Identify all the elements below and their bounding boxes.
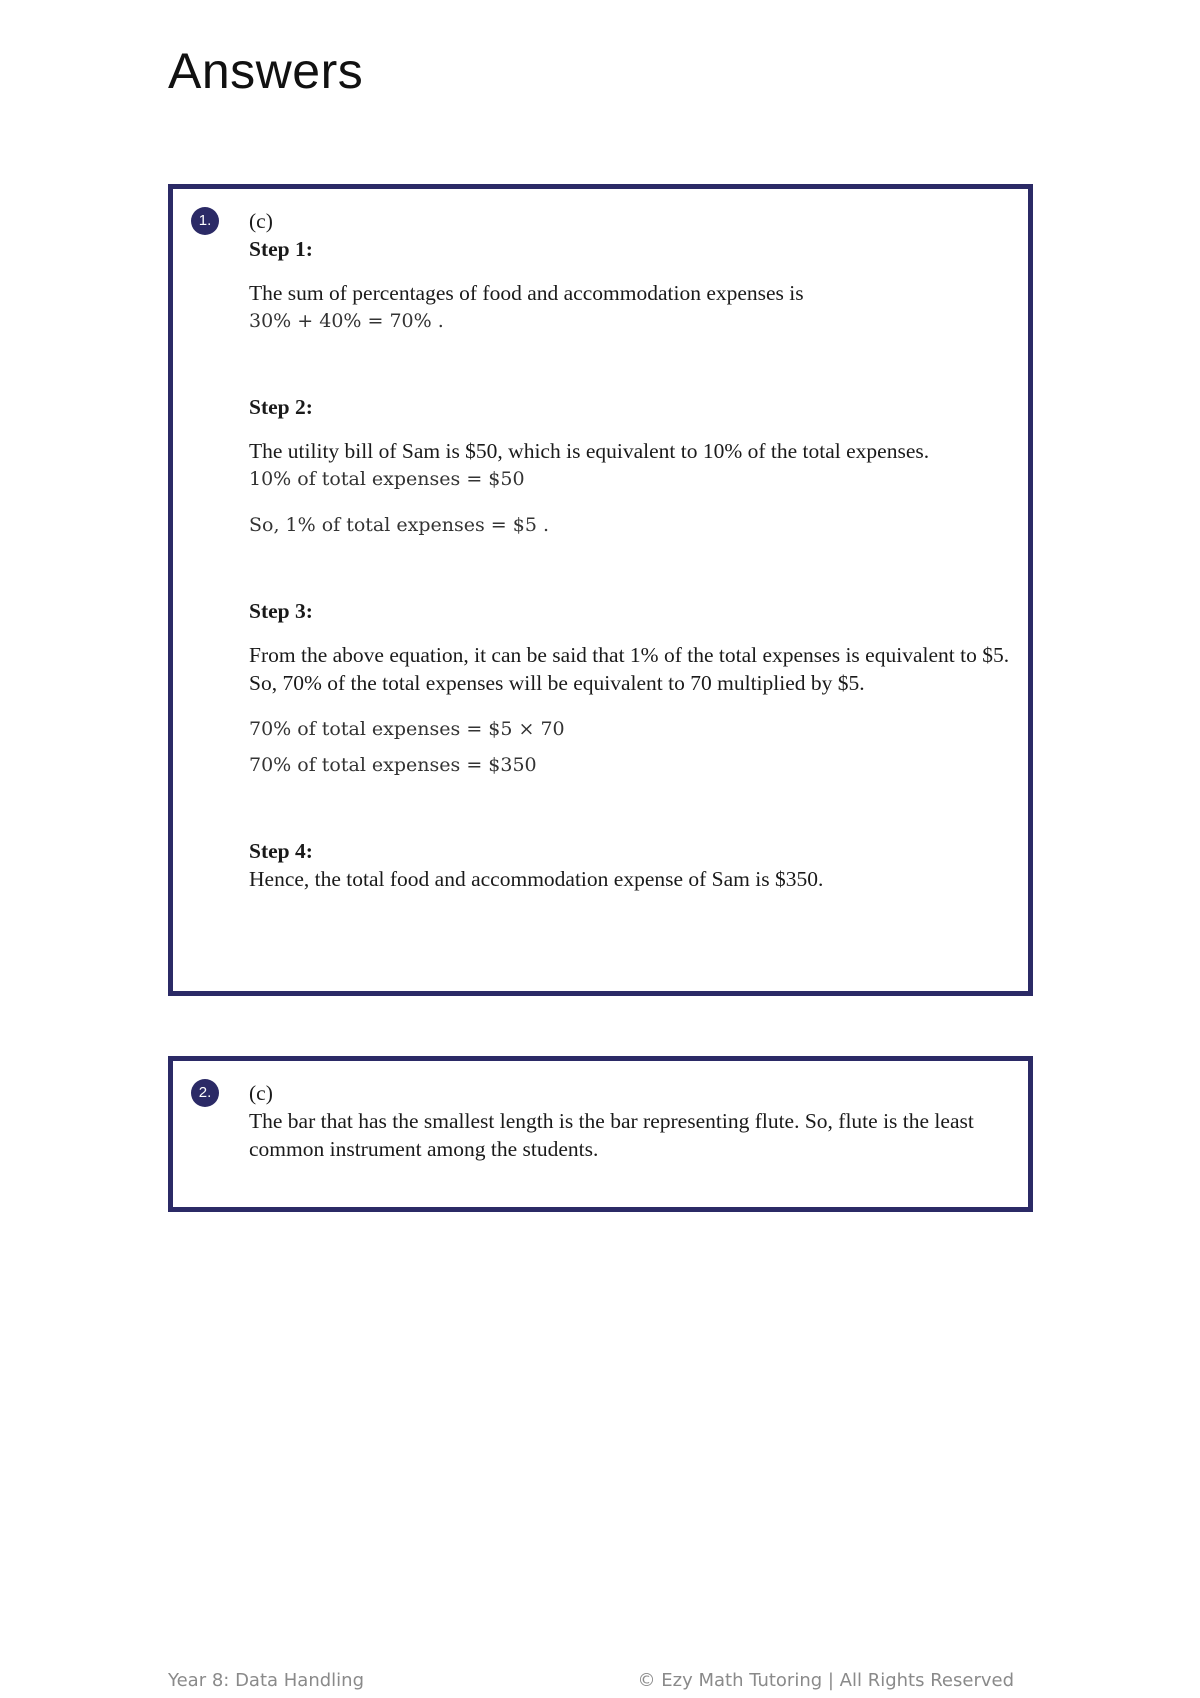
step-2-equation-2: So, 1% of total expenses = $5 .: [249, 514, 549, 536]
step-3-heading: Step 3:: [249, 599, 313, 623]
step-3-equation-2: 70% of total expenses = $350: [249, 754, 537, 776]
step-4-heading: Step 4:: [249, 839, 313, 863]
footer-copyright: © Ezy Math Tutoring | All Rights Reserved: [637, 1670, 1014, 1691]
answer-content: [249, 1079, 1012, 1163]
step-3-text: From the above equation, it can be said that 1% of the total expenses is equivalent to $5. So, 70% of the total expenses will be equivalent to 70 multiplied by $5.: [249, 643, 1010, 695]
answer-choice: (c): [249, 209, 273, 233]
answer-box-1: [168, 184, 1033, 996]
answer-choice: (c): [249, 1081, 273, 1105]
answer-explanation: The bar that has the smallest length is the bar representing flute. So, flute is the least common instrument among the students.: [249, 1109, 974, 1161]
step-4-text: Hence, the total food and accommodation expense of Sam is $350.: [249, 867, 824, 891]
step-1-heading: Step 1:: [249, 237, 313, 261]
step-2-heading: Step 2:: [249, 395, 313, 419]
page-title: Answers: [168, 43, 364, 99]
step-2-text: The utility bill of Sam is $50, which is equivalent to 10% of the total expenses.: [249, 439, 930, 463]
answer-box-2: [168, 1056, 1033, 1212]
answer-content: [249, 207, 1012, 893]
question-number-badge: 2.: [191, 1079, 219, 1107]
step-3-equation-1: 70% of total expenses = $5 × 70: [249, 718, 565, 740]
step-1-equation: 30% + 40% = 70% .: [249, 310, 444, 332]
footer-left-text: Year 8: Data Handling: [168, 1670, 365, 1691]
question-number-badge: 1.: [191, 207, 219, 235]
step-2-equation-1: 10% of total expenses = $50: [249, 468, 525, 490]
step-1-text: The sum of percentages of food and accommodation expenses is: [249, 281, 804, 305]
